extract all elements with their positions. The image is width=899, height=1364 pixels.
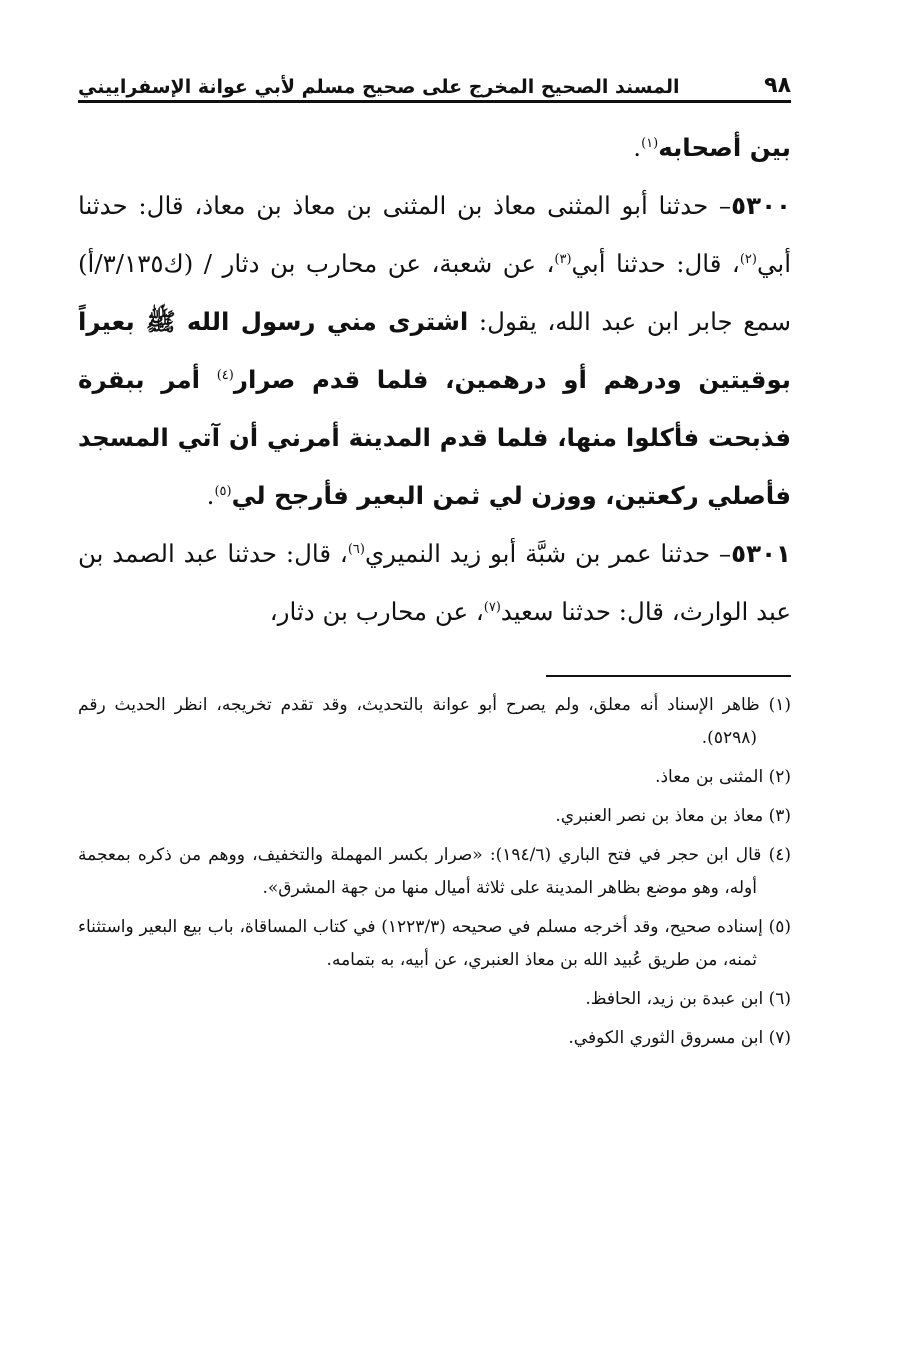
- main-text: [78, 119, 791, 641]
- footnote-ref: (٤): [216, 367, 234, 383]
- hadith-text: – حدثنا عمر بن شبَّة أبو زيد النميري: [364, 539, 732, 568]
- hadith-matn: أمر ببقرة فذبحت فأكلوا منها، فلما قدم المدينة أمرني أن آتي المسجد فأصلي ركعتين، ووزن لي ثمن البعير فأرجح لي: [78, 365, 791, 510]
- paragraph-continuation: بين أصحابه$^{(١)}$.: [633, 133, 791, 162]
- continuation-text: بين أصحابه: [658, 133, 791, 162]
- hadith-5301: [78, 525, 791, 641]
- hadith-text: ، عن محارب بن دثار،: [269, 597, 484, 626]
- footnotes: [78, 689, 791, 1055]
- footnote: (٦) ابن عبدة بن زيد، الحافظ.: [585, 989, 791, 1009]
- hadith-number: ٥٣٠٠: [731, 191, 791, 220]
- footnote: (٢) المثنى بن معاذ.: [655, 767, 791, 787]
- book-title: المسند الصحيح المخرج على صحيح مسلم لأبي عوانة الإسفراييني: [78, 76, 680, 98]
- footnote: (٥) إسناده صحيح، وقد أخرجه مسلم في صحيحه (١٢٢٣/٣) في كتاب المساقاة، باب بيع البعير واستثناء ثمنه، من طريق عُبيد الله بن معاذ العنبري، عن أبيه، به بتمامه.: [78, 917, 791, 970]
- footnote-ref: (١): [641, 135, 659, 151]
- footnote-divider: [546, 675, 791, 677]
- footnote-ref: (٦): [347, 541, 365, 557]
- hadith-text: ، قال: حدثنا أبي: [571, 249, 740, 278]
- hadith-text: – حدثنا أبو المثنى معاذ بن المثنى بن معاذ بن معاذ، قال: حدثنا أبي: [78, 191, 791, 278]
- footnote: (٧) ابن مسروق الثوري الكوفي.: [568, 1028, 791, 1048]
- running-header: [78, 60, 791, 103]
- footnote-ref: (٧): [483, 599, 501, 615]
- footnote-ref: (٥): [214, 483, 232, 499]
- hadith-text: ، قال: حدثنا عبد الصمد بن عبد الوارث، قال: حدثنا سعيد: [78, 539, 791, 626]
- footnote: (٣) معاذ بن معاذ بن نصر العنبري.: [555, 806, 791, 826]
- hadith-matn: اشترى مني رسول الله ﷺ بعيراً بوقيتين ودرهم أو درهمين، فلما قدم صرار: [78, 307, 792, 394]
- hadith-text: ، عن شعبة، عن محارب بن دثار / (ك٣/١٣٥/أ) سمع جابر ابن عبد الله، يقول:: [78, 249, 791, 336]
- footnote: (٤) قال ابن حجر في فتح الباري (١٩٤/٦): «صرار بكسر المهملة والتخفيف، ووهم من ذكره بمعجمة أوله، وهو موضع بظاهر المدينة على ثلاثة أميال منها من جهة المشرق».: [78, 845, 791, 898]
- page: [78, 60, 791, 1061]
- footnote-ref: (٣): [554, 251, 572, 267]
- hadith-5300: ٥٣٠٠– حدثنا أبو المثنى معاذ بن المثنى بن معاذ بن معاذ، قال: حدثنا أبي$^{(٢)}$، قال: حدثنا أبي$^{(٣)}$، عن شعبة، عن محارب بن دثار / (ك٣/١٣٥/أ) سمع جابر ابن عبد الله، يقول: اشترى مني رسول الله ﷺ بعيراً بوقيتين ودرهم أو درهمين، فلما قدم صرار$^{(٤)}$ أمر ببقرة فذبحت فأكلوا منها، فلما قدم المدينة أمرني أن آتي المسجد فأصلي ركعتين، ووزن لي ثمن البعير فأرجح لي$^{(٥)}$.: [78, 191, 792, 510]
- hadith-number: ٥٣٠١: [731, 539, 791, 568]
- page-number: ٩٨: [764, 73, 791, 98]
- footnote-ref: (٢): [739, 251, 757, 267]
- footnote: (١) ظاهر الإسناد أنه معلق، ولم يصرح أبو عوانة بالتحديث، وقد تقدم تخريجه، انظر الحديث رقم (٥٢٩٨).: [78, 695, 791, 748]
